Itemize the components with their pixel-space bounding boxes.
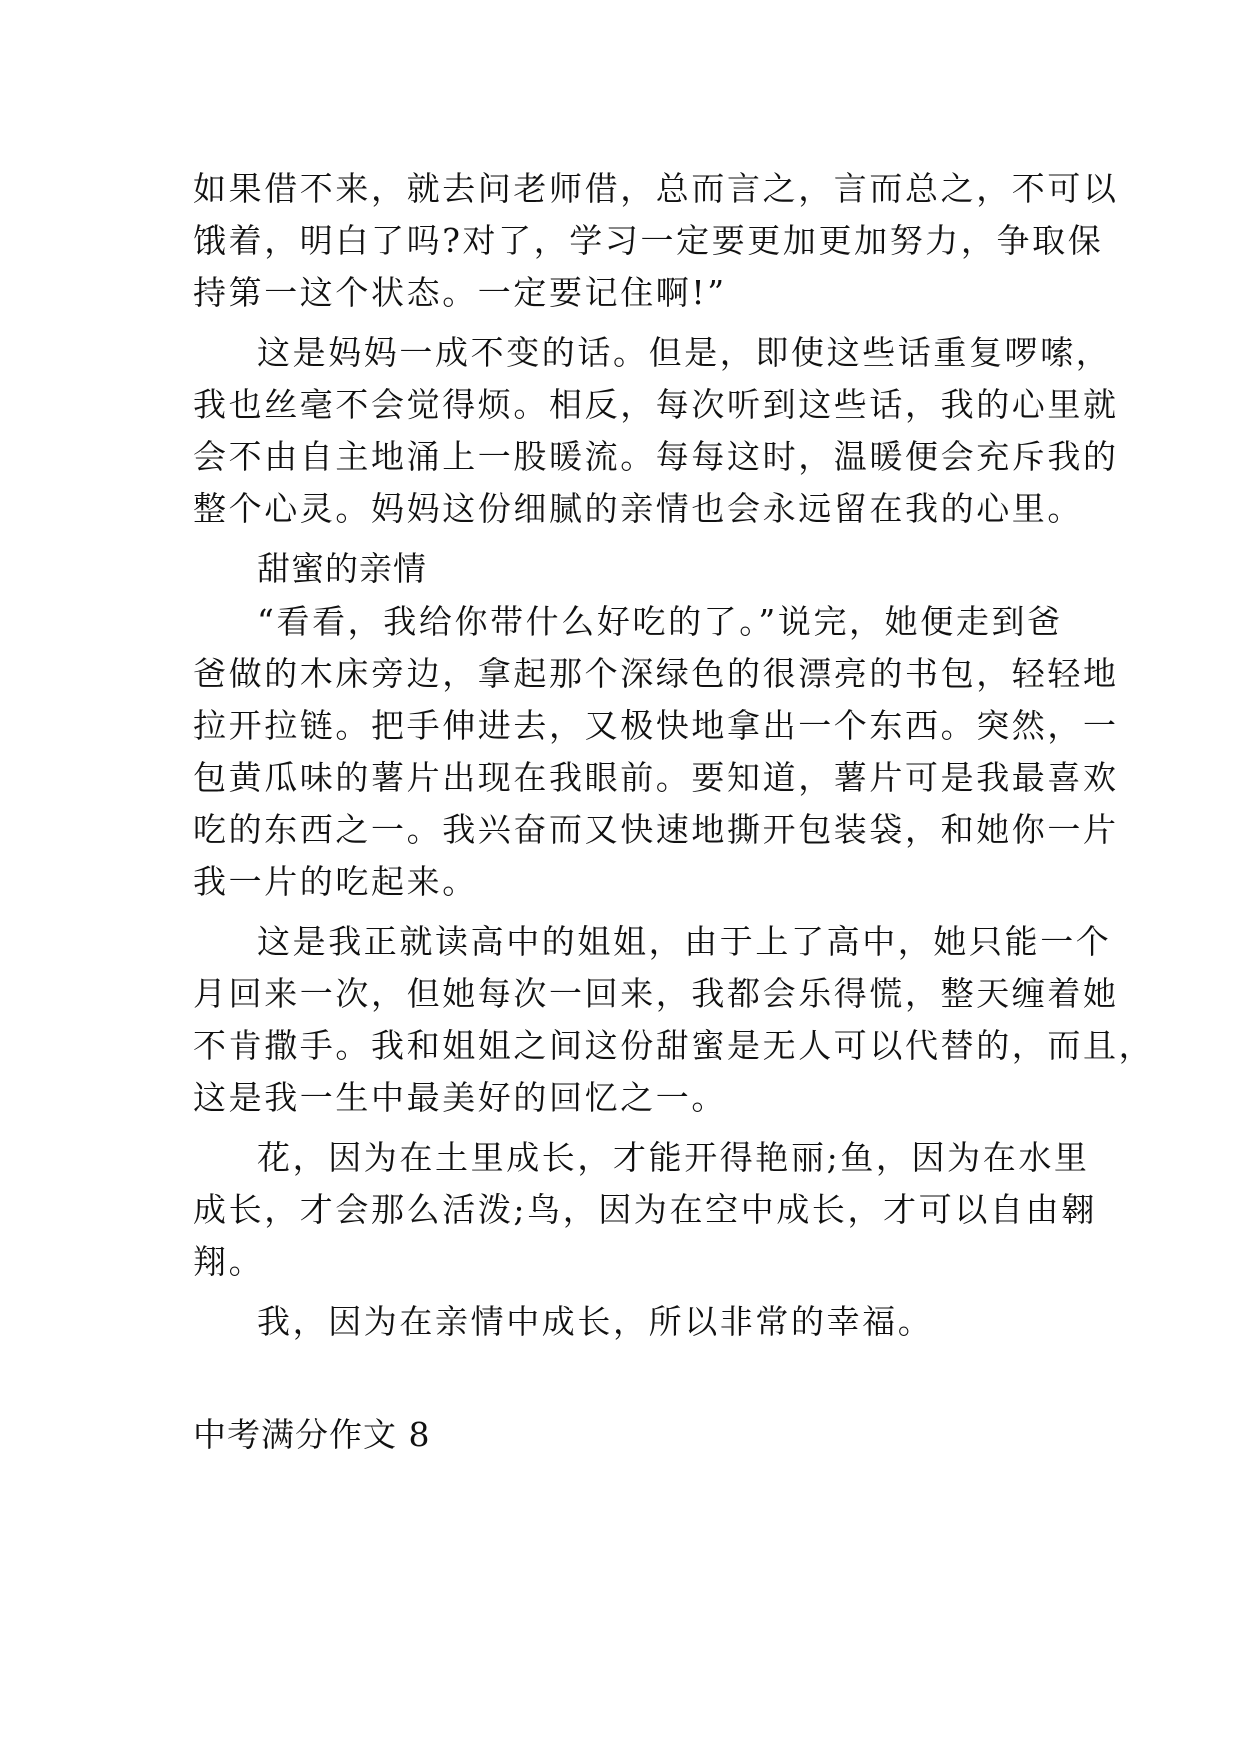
text-line: 翔。 — [193, 1242, 265, 1281]
text-line: 我一片的吃起来。 — [193, 862, 478, 901]
paragraph-first-line: 这是妈妈一成不变的话。但是，即使这些话重复啰嗦， — [257, 333, 1112, 372]
text-line: 拉开拉链。把手伸进去，又极快地拿出一个东西。突然，一 — [193, 706, 1119, 745]
paragraph-first-line: 我，因为在亲情中成长，所以非常的幸福。 — [257, 1302, 934, 1341]
paragraph-first-line: “看看，我给你带什么好吃的了。”说完，她便走到爸 — [257, 602, 1063, 641]
essay-title: 中考满分作文 8 — [193, 1415, 431, 1454]
text-line: 会不由自主地涌上一股暖流。每每这时，温暖便会充斥我的 — [193, 437, 1119, 476]
text-line: 成长，才会那么活泼;鸟，因为在空中成长，才可以自由翱 — [193, 1190, 1097, 1229]
paragraph-first-line: 花，因为在土里成长，才能开得艳丽;鱼，因为在水里 — [257, 1138, 1090, 1177]
text-line: 我也丝毫不会觉得烦。相反，每次听到这些话，我的心里就 — [193, 385, 1119, 424]
section-heading: 甜蜜的亲情 — [257, 549, 427, 588]
text-line: 月回来一次，但她每次一回来，我都会乐得慌，整天缠着她 — [193, 974, 1119, 1013]
text-line: 不肯撒手。我和姐姐之间这份甜蜜是无人可以代替的，而且， — [193, 1026, 1155, 1065]
text-line: 如果借不来，就去问老师借，总而言之，言而总之，不可以 — [193, 169, 1119, 208]
text-line: 包黄瓜味的薯片出现在我眼前。要知道，薯片可是我最喜欢 — [193, 758, 1119, 797]
text-line: 爸做的木床旁边，拿起那个深绿色的很漂亮的书包，轻轻地 — [193, 654, 1119, 693]
text-line: 吃的东西之一。我兴奋而又快速地撕开包装袋，和她你一片 — [193, 810, 1119, 849]
text-line: 饿着，明白了吗?对了，学习一定要更加更加努力，争取保 — [193, 221, 1104, 260]
paragraph-first-line: 这是我正就读高中的姐姐，由于上了高中，她只能一个 — [257, 922, 1112, 961]
text-line: 整个心灵。妈妈这份细腻的亲情也会永远留在我的心里。 — [193, 489, 1083, 528]
text-line: 持第一这个状态。一定要记住啊!” — [193, 273, 727, 312]
text-line: 这是我一生中最美好的回忆之一。 — [193, 1078, 727, 1117]
